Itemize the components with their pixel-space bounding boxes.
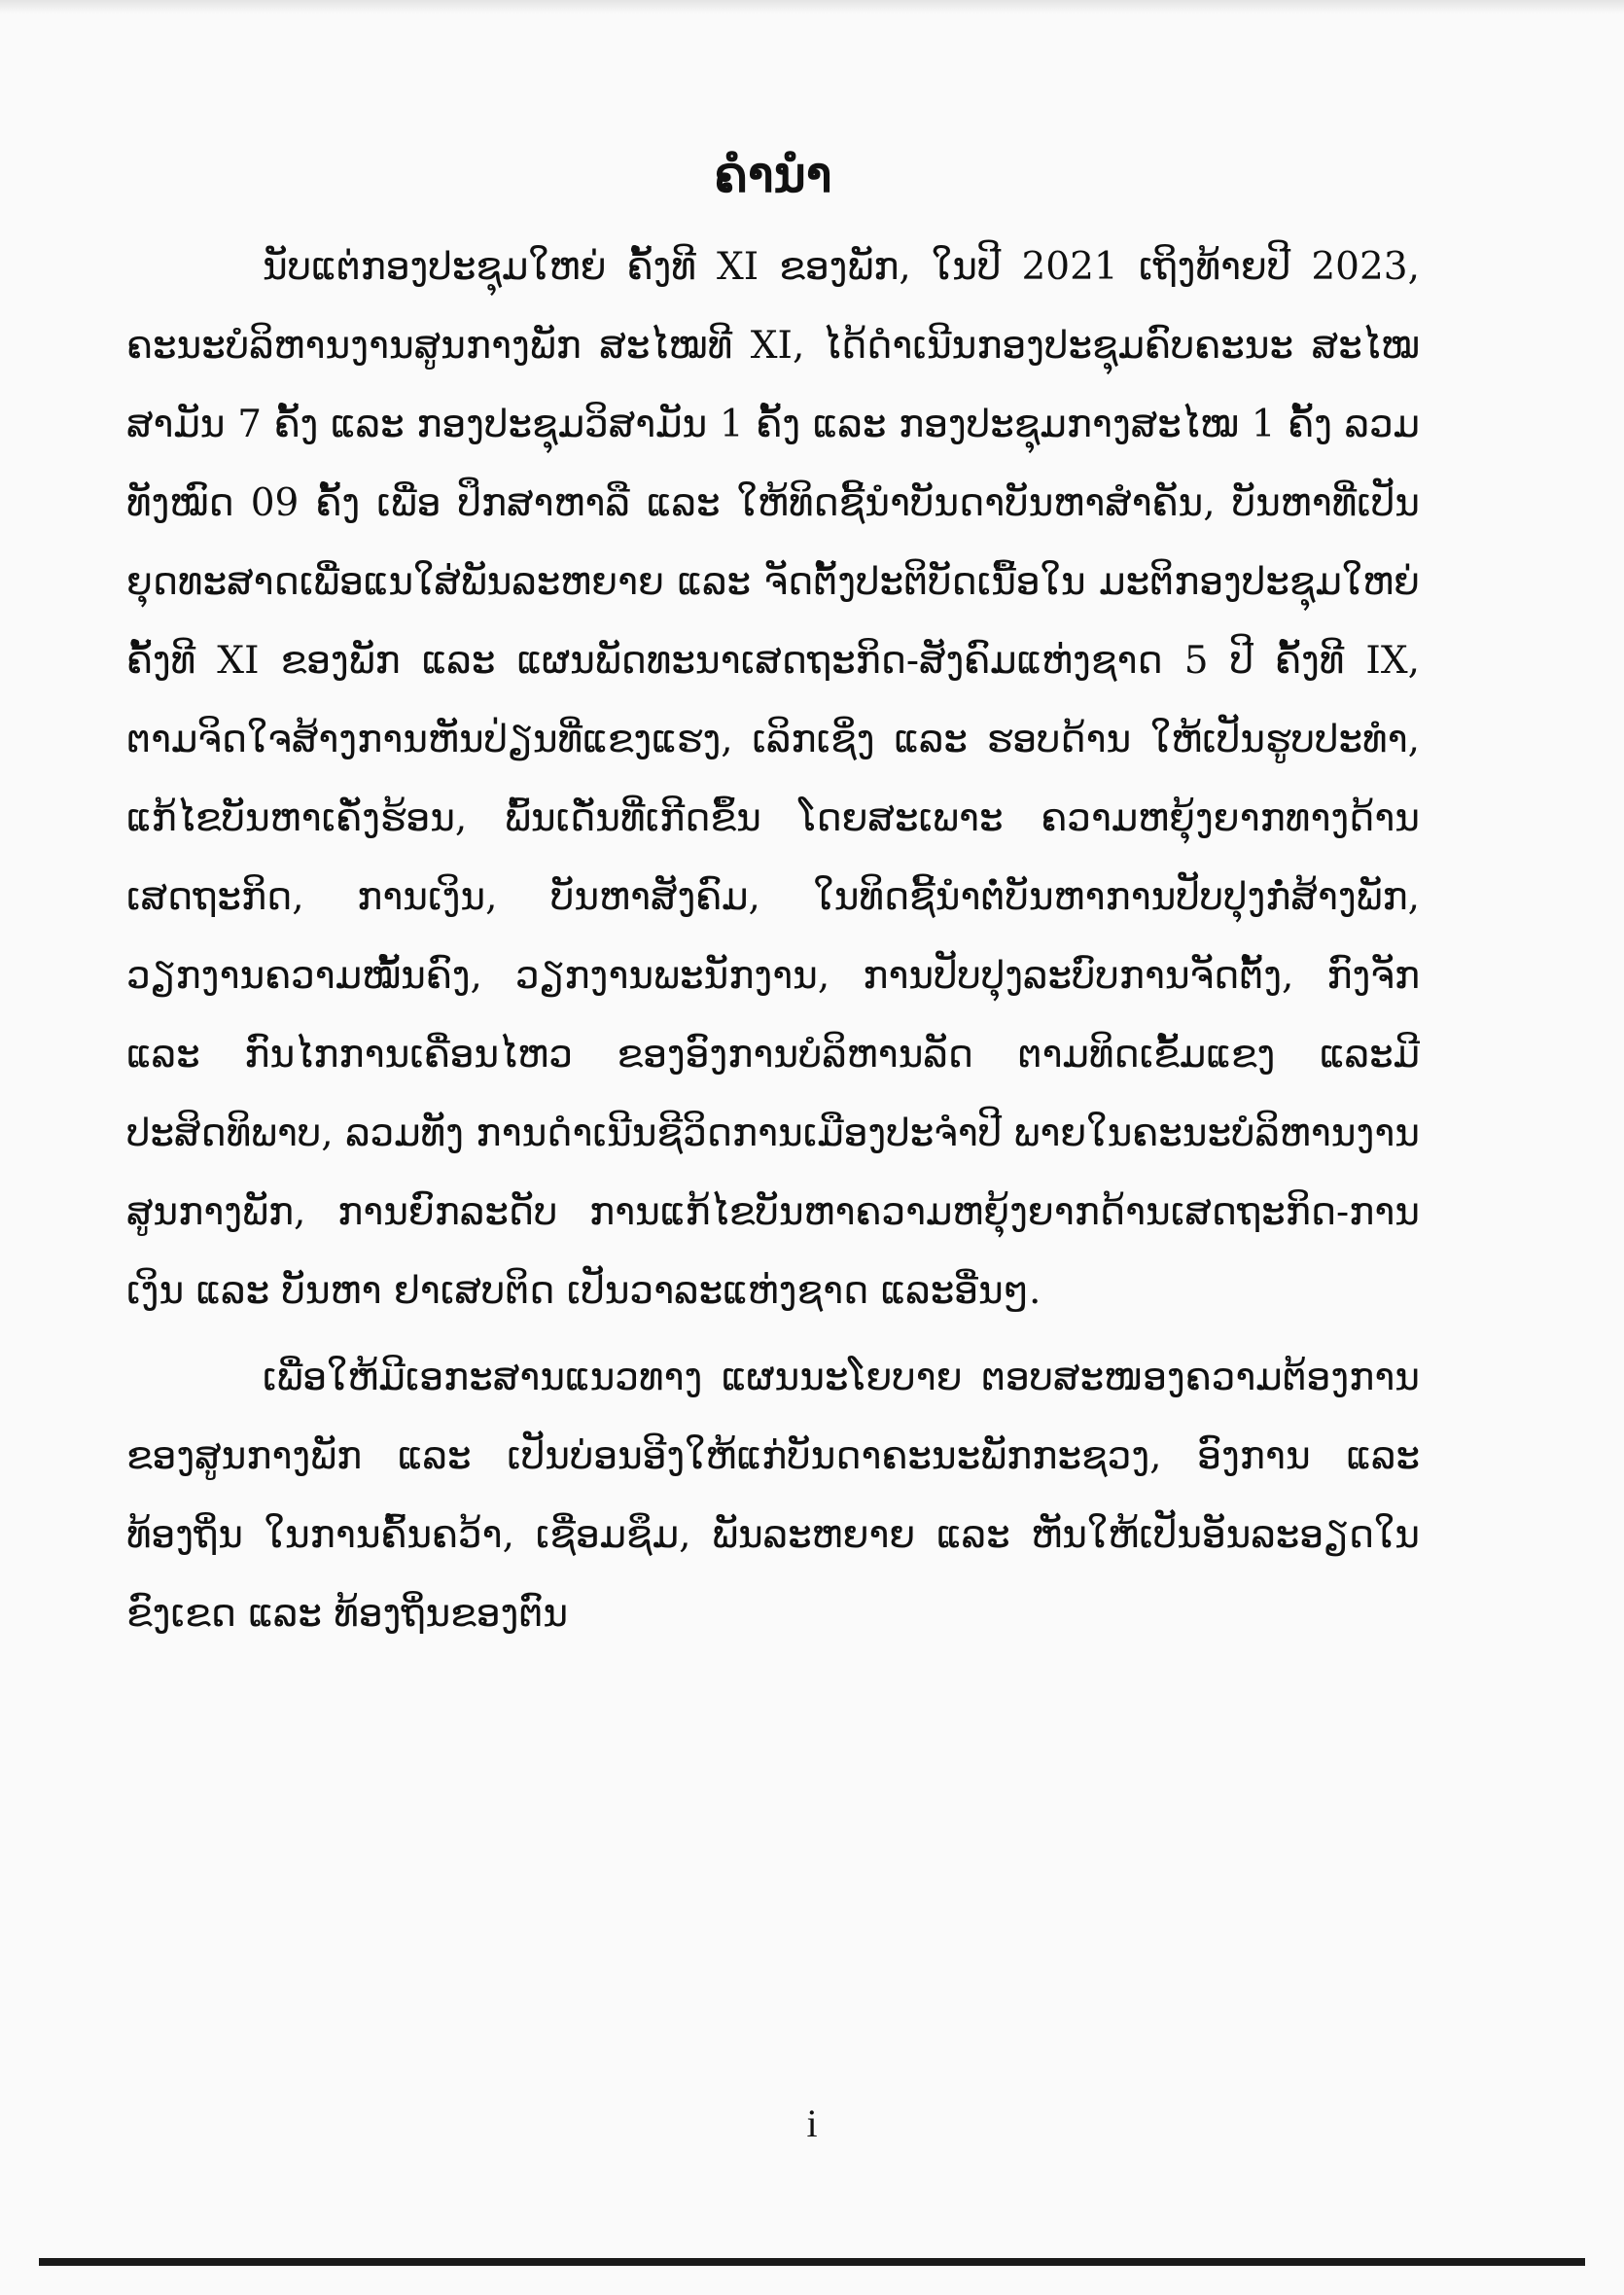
page-title: ຄຳນຳ — [714, 146, 832, 203]
paragraph-1: ນັບແຕ່ກອງປະຊຸມໃຫຍ່ ຄັ້ງທີ XI ຂອງພັກ, ໃນປີ 2021 ເຖິງທ້າຍປີ 2023, ຄະນະບໍລິຫານງານສູນກາງພັກ ສະໄໝທີ XI, ໄດ້ດຳເນີນກອງປະຊຸມຄົບຄະນະ ສະໄໝສາມັນ 7 ຄັ້ງ ແລະ ກອງປະຊຸມວິສາມັນ 1 ຄັ້ງ ແລະ ກອງປະຊຸມກາງສະໄໝ 1 ຄັ້ງ ລວມທັງໝົດ 09 ຄັ້ງ ເພື່ອ ປຶກສາຫາລື ແລະ ໃຫ້ທິດຊີ້ນຳບັນດາບັນຫາສຳຄັນ, ບັນຫາທີ່ເປັນຍຸດທະສາດເພື່ອແນໃສ່ພັນລະຫຍາຍ ແລະ ຈັດຕັ້ງປະຕິບັດເນື້ອໃນ ມະຕິກອງປະຊຸມໃຫຍ່ ຄັ້ງທີ XI ຂອງພັກ ແລະ ແຜນພັດທະນາເສດຖະກິດ-ສັງຄົມແຫ່ງຊາດ 5 ປີ ຄັ້ງທີ IX, ຕາມຈິດໃຈສ້າງການຫັນປ່ຽນທີ່ແຂງແຮງ, ເລິກເຊິ່ງ ແລະ ຮອບດ້ານ ໃຫ້ເປັນຮູບປະທຳ, ແກ້ໄຂບັນຫາເຄັ່ງຮ້ອນ, ພົ້ນເດັ່ນທີ່ເກີດຂຶ້ນ ໂດຍສະເພາະ ຄວາມຫຍຸ້ງຍາກທາງດ້ານເສດຖະກິດ, ການເງິນ, ບັນຫາສັງຄົມ, ໃນທິດຊີ້ນຳຕໍ່ບັນຫາການປັບປຸງກໍ່ສ້າງພັກ, ວຽກງານຄວາມໝັ້ນຄົງ, ວຽກງານພະນັກງານ, ການປັບປຸງລະບົບການຈັດຕັ້ງ, ກົງຈັກ ແລະ ກົນໄກການເຄື່ອນໄຫວ ຂອງອົງການບໍລິຫານລັດ ຕາມທິດເຂັ້ມແຂງ ແລະມີປະສິດທິພາບ, ລວມທັງ ການດຳເນີນຊີວິດການເມືອງປະຈຳປີ ພາຍໃນຄະນະບໍລິຫານງານສູນກາງພັກ, ການຍົກລະດັບ ການແກ້ໄຂບັນຫາຄວາມຫຍຸ້ງຍາກດ້ານເສດຖະກິດ-ການເງິນ ແລະ ບັນຫາ ຢາເສບຕິດ ເປັນວາລະແຫ່ງຊາດ ແລະອື່ນໆ. — [126, 245, 1420, 1313]
document-page — [126, 136, 1420, 1653]
page-number: i — [806, 2101, 818, 2145]
paragraph-2: ເພື່ອໃຫ້ມີເອກະສານແນວທາງ ແຜນນະໂຍບາຍ ຕອບສະໜອງຄວາມຕ້ອງການຂອງສູນກາງພັກ ແລະ ເປັນບ່ອນອີງໃຫ້ແກ່ບັນດາຄະນະພັກກະຊວງ, ອົງການ ແລະທ້ອງຖິ່ນ ໃນການຄົ້ນຄວ້າ, ເຊື່ອມຊຶມ, ພັນລະຫຍາຍ ແລະ ຫັນໃຫ້ເປັນອັນລະອຽດໃນຂົງເຂດ ແລະ ທ້ອງຖິ່ນຂອງຕົນ — [126, 1356, 1420, 1636]
bottom-divider — [39, 2258, 1585, 2266]
page-top-edge — [0, 0, 1624, 14]
